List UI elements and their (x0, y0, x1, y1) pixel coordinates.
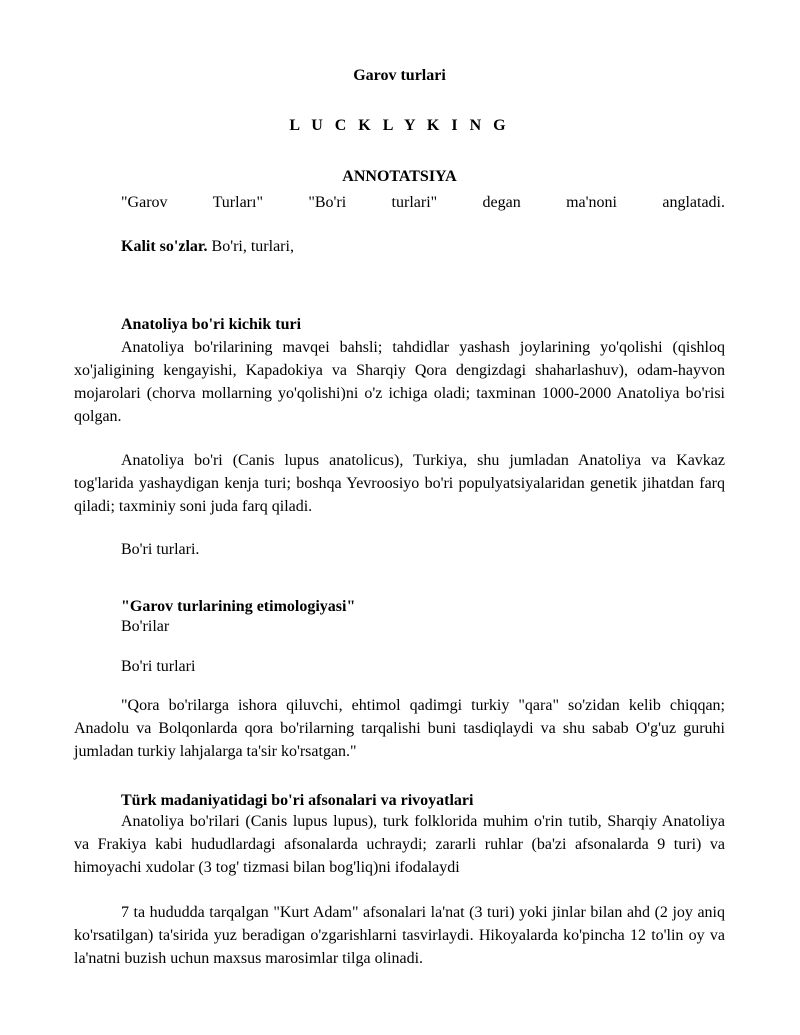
document-title: Garov turlari (353, 67, 446, 84)
text-line: Bo'ri turlari (121, 658, 196, 675)
paragraph: Anatoliya bo'ri (Canis lupus anatolicus), Turkiya, shu jumladan Anatoliya va Kavkaz tog'larida yashaydigan kenja turi; boshqa Yevroosiyo bo'ri populyatsiyalaridan genetik jihatdan farq qiladi; taxminiy soni juda farq qiladi. (74, 452, 725, 515)
paragraph: Anatoliya bo'rilari (Canis lupus lupus), turk folklorida muhim o'rin tutib, Sharqiy Anatoliya va Frakiya kabi hududlardagi afsonalarda uchraydi; zararli ruhlar (ba'zi afsonalarda 9 turi) va himoyachi xudolar (3 tog' tizmasi bilan bog'liq)ni ifodalaydi (74, 813, 725, 876)
paragraph: 7 ta hududda tarqalgan "Kurt Adam" afsonalari la'nat (3 turi) yoki jinlar bilan ahd (2 joy aniq ko'rsatilgan) ta'sirida yuz beradigan o'zgarishlarni tasvirlaydi. Hikoyalarda ko'pincha 12 to'lin oy va la'natni buzish uchun maxsus marosimlar tilga olinadi. (74, 904, 725, 967)
annotation-text: "Garov Turları" "Bo'ri turlari" degan ma'noni anglatadi. (121, 194, 725, 211)
annotation-heading: ANNOTATSIYA (342, 168, 457, 185)
paragraph: Anatoliya bo'rilarining mavqei bahsli; tahdidlar yashash joylarining yo'qolishi (qishloq xo'jaligining kengayishi, Kapadokiya va Sharqiy Qora dengizdagi shaharlashuv), odam-hayvon mojarolari (chorva mollarning yo'qolishi)ni o'z ichiga oladi; taxminan 1000-2000 Anatoliya bo'risi qolgan. (74, 339, 725, 425)
keywords-text: Bo'ri, turlari, (207, 238, 294, 255)
document-author: L U C K L Y K I N G (289, 117, 510, 134)
section-heading: "Garov turlarining etimologiyasi" (121, 598, 356, 615)
text-line: Bo'rilar (121, 618, 170, 635)
section-heading: Türk madaniyatidagi bo'ri afsonalari va rivoyatlari (121, 792, 474, 809)
paragraph: "Qora bo'rilarga ishora qiluvchi, ehtimol qadimgi turkiy "qara" so'zidan kelib chiqqan; Anadolu va Bolqonlarda qora bo'rilarning tarqalishi buni tasdiqlaydi va shu sabab O'g'uz guruhi jumladan turkiy lahjalarga ta'sir ko'rsatgan." (74, 697, 725, 760)
keywords-line (121, 235, 294, 258)
section-heading: Anatoliya bo'ri kichik turi (121, 316, 302, 333)
keywords-label: Kalit so'zlar. (121, 238, 208, 255)
paragraph: Bo'ri turlari. (121, 541, 200, 558)
